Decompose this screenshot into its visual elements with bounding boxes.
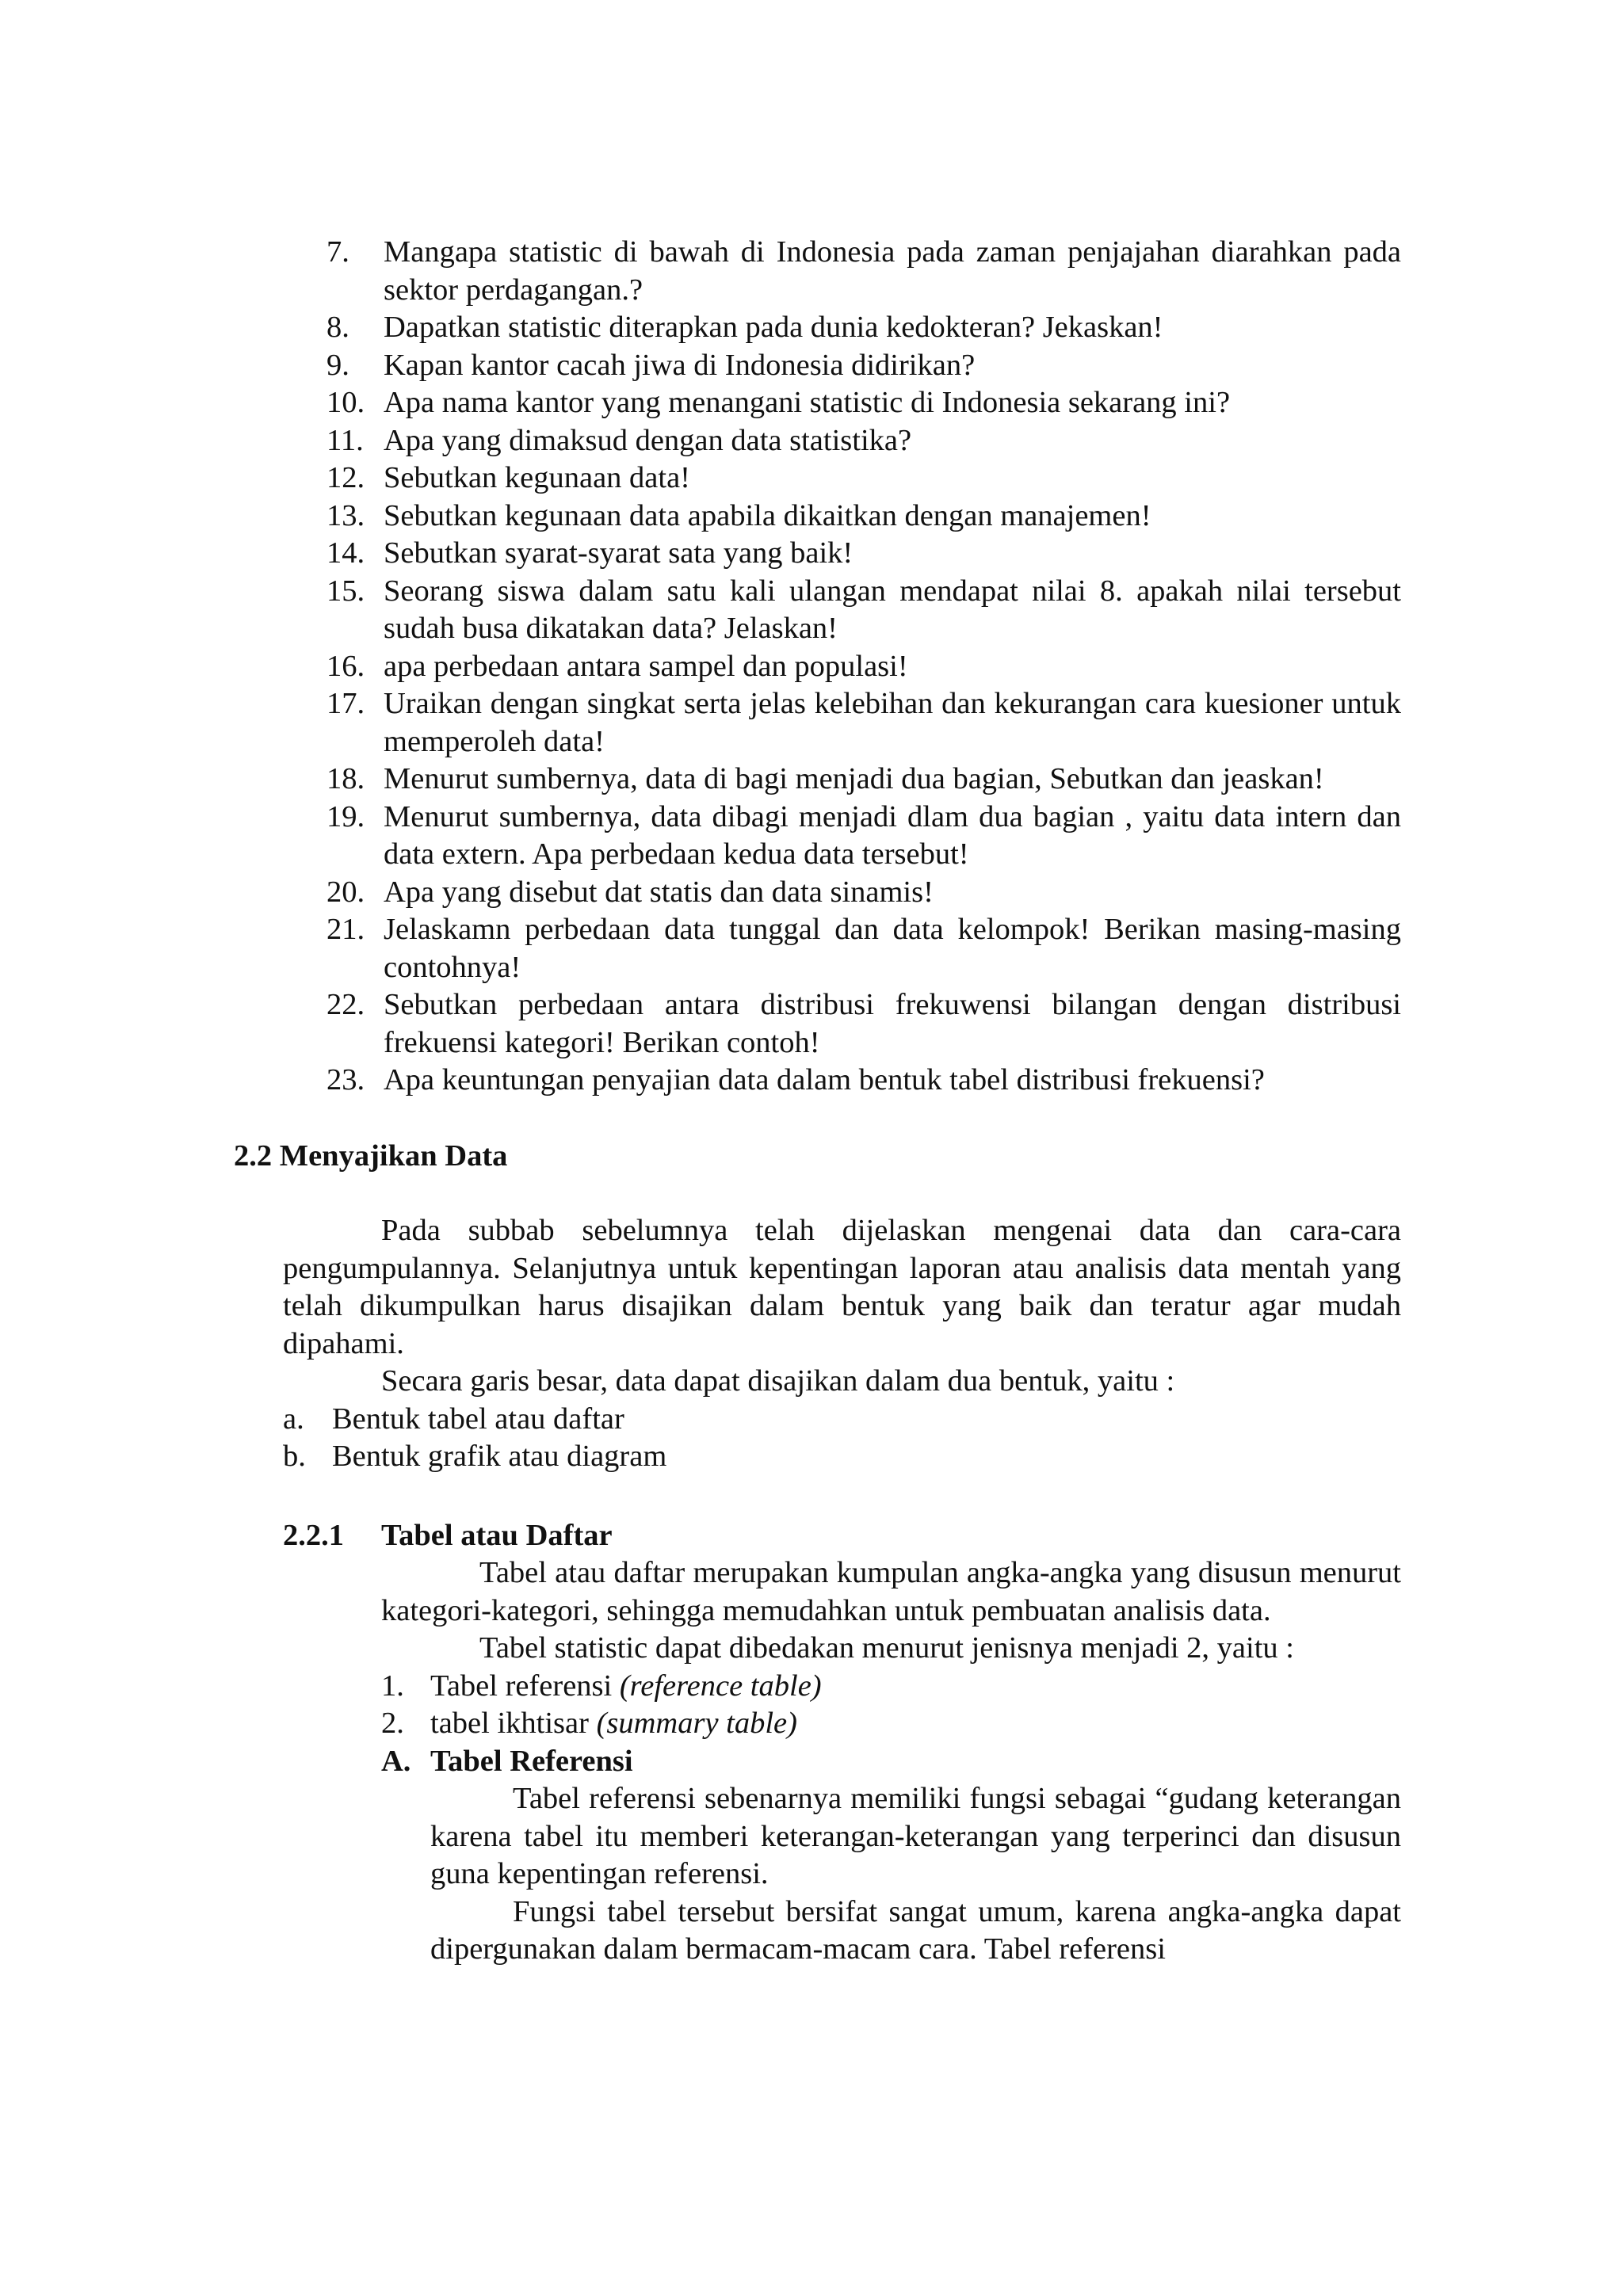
list-item bbox=[327, 234, 1401, 309]
list-number: 18. bbox=[327, 762, 365, 795]
list-number: 9. bbox=[327, 348, 349, 382]
presentation-forms-list bbox=[283, 1401, 1401, 1476]
list-number: 11. bbox=[327, 423, 364, 457]
list-number: 17. bbox=[327, 687, 365, 720]
subheading-title: Tabel Referensi bbox=[430, 1744, 633, 1778]
list-item bbox=[283, 1401, 1401, 1439]
list-item bbox=[327, 535, 1401, 573]
list-item bbox=[327, 309, 1401, 347]
list-item bbox=[327, 347, 1401, 385]
list-text-italic: (summary table) bbox=[596, 1707, 797, 1740]
paragraph: Fungsi tabel tersebut bersifat sangat umum, karena angka-angka dapat dipergunakan dalam bermacam-macam cara. Tabel referensi bbox=[430, 1894, 1401, 1966]
list-text: Tabel referensi bbox=[430, 1669, 620, 1703]
list-item bbox=[327, 648, 1401, 686]
list-text: apa perbedaan antara sampel dan populasi! bbox=[384, 649, 908, 683]
list-text: Mangapa statistic di bawah di Indonesia pada zaman penjajahan diarahkan pada sektor perdagangan.? bbox=[384, 235, 1401, 307]
list-text: Seorang siswa dalam satu kali ulangan mendapat nilai 8. apakah nilai tersebut sudah busa dikatakan data? Jelaskan! bbox=[384, 574, 1401, 645]
list-marker: 2. bbox=[381, 1707, 404, 1740]
list-number: 12. bbox=[327, 461, 365, 494]
list-item bbox=[283, 1438, 1401, 1476]
subheading-tabel-referensi bbox=[381, 1743, 1401, 1781]
subsection-body bbox=[381, 1554, 1401, 1969]
section-heading: 2.2 Menyajikan Data bbox=[234, 1139, 508, 1173]
list-text: Menurut sumbernya, data di bagi menjadi dua bagian, Sebutkan dan jeaskan! bbox=[384, 762, 1324, 795]
list-text: Apa keuntungan penyajian data dalam bentuk tabel distribusi frekuensi? bbox=[384, 1063, 1265, 1097]
list-marker: b. bbox=[283, 1440, 306, 1473]
list-item bbox=[327, 685, 1401, 761]
list-item bbox=[327, 799, 1401, 874]
list-item bbox=[327, 460, 1401, 498]
list-number: 16. bbox=[327, 649, 365, 683]
paragraph: Tabel atau daftar merupakan kumpulan angka-angka yang disusun menurut kategori-kategori, sehingga memudahkan untuk pembuatan analisis data. bbox=[381, 1556, 1401, 1627]
list-item bbox=[327, 498, 1401, 536]
list-number: 20. bbox=[327, 875, 365, 909]
list-marker: a. bbox=[283, 1402, 304, 1436]
list-number: 15. bbox=[327, 574, 365, 608]
table-types-list bbox=[381, 1668, 1401, 1743]
list-text: Bentuk grafik atau diagram bbox=[332, 1440, 667, 1473]
list-text-italic: (reference table) bbox=[619, 1669, 822, 1703]
subsection-title: Tabel atau Daftar bbox=[381, 1519, 613, 1552]
list-text: Sebutkan syarat-syarat sata yang baik! bbox=[384, 536, 854, 570]
list-number: 13. bbox=[327, 498, 365, 532]
list-text: Menurut sumbernya, data dibagi menjadi dlam dua bagian , yaitu data intern dan data extern. Apa perbedaan kedua data tersebut! bbox=[384, 799, 1401, 871]
list-number: 10. bbox=[327, 386, 365, 419]
list-number: 21. bbox=[327, 913, 365, 946]
paragraph: Secara garis besar, data dapat disajikan dalam dua bentuk, yaitu : bbox=[381, 1364, 1175, 1398]
subsection-heading bbox=[283, 1517, 613, 1555]
list-text: Apa yang dimaksud dengan data statistika? bbox=[384, 423, 912, 457]
list-item bbox=[327, 986, 1401, 1062]
question-list bbox=[327, 234, 1401, 1100]
list-item bbox=[327, 1062, 1401, 1100]
list-number: 23. bbox=[327, 1063, 365, 1097]
list-number: 19. bbox=[327, 799, 365, 833]
list-text: Dapatkan statistic diterapkan pada dunia kedokteran? Jekaskan! bbox=[384, 311, 1163, 344]
list-item bbox=[381, 1705, 1401, 1743]
list-text: Bentuk tabel atau daftar bbox=[332, 1402, 624, 1436]
subheading-marker: A. bbox=[381, 1744, 411, 1778]
list-text: Kapan kantor cacah jiwa di Indonesia didirikan? bbox=[384, 348, 976, 382]
list-item bbox=[327, 384, 1401, 422]
paragraph: Tabel referensi sebenarnya memiliki fungsi sebagai “gudang keterangan karena tabel itu memberi keterangan-keterangan yang terperinci dan disusun guna kepentingan referensi. bbox=[430, 1782, 1401, 1890]
list-text: Jelaskamn perbedaan data tunggal dan data kelompok! Berikan masing-masing contohnya! bbox=[384, 913, 1401, 984]
list-text: Uraikan dengan singkat serta jelas kelebihan dan kekurangan cara kuesioner untuk memperoleh data! bbox=[384, 687, 1401, 758]
list-item bbox=[327, 573, 1401, 648]
list-number: 7. bbox=[327, 235, 349, 269]
list-text: Sebutkan kegunaan data apabila dikaitkan dengan manajemen! bbox=[384, 498, 1151, 532]
list-item bbox=[327, 422, 1401, 460]
list-number: 14. bbox=[327, 536, 365, 570]
list-number: 8. bbox=[327, 311, 349, 344]
paragraph: Tabel statistic dapat dibedakan menurut jenisnya menjadi 2, yaitu : bbox=[479, 1631, 1294, 1665]
list-text: Apa yang disebut dat statis dan data sinamis! bbox=[384, 875, 934, 909]
list-item bbox=[327, 874, 1401, 912]
list-text: Apa nama kantor yang menangani statistic di Indonesia sekarang ini? bbox=[384, 386, 1231, 419]
section-body bbox=[283, 1212, 1401, 1476]
subsection-number: 2.2.1 bbox=[283, 1519, 344, 1552]
tabel-referensi-body bbox=[381, 1780, 1401, 1969]
list-item bbox=[327, 761, 1401, 799]
list-item bbox=[327, 911, 1401, 986]
list-text: Sebutkan perbedaan antara distribusi frekuwensi bilangan dengan distribusi frekuensi kategori! Berikan contoh! bbox=[384, 988, 1401, 1059]
list-marker: 1. bbox=[381, 1669, 404, 1703]
paragraph: Pada subbab sebelumnya telah dijelaskan mengenai data dan cara-cara pengumpulannya. Selanjutnya untuk kepentingan laporan atau analisis data mentah yang telah dikumpulkan harus disajikan dalam bentuk yang baik dan teratur agar mudah dipahami. bbox=[283, 1214, 1401, 1360]
list-text: Sebutkan kegunaan data! bbox=[384, 461, 690, 494]
list-text: tabel ikhtisar bbox=[430, 1707, 597, 1740]
list-item bbox=[381, 1668, 1401, 1706]
list-number: 22. bbox=[327, 988, 365, 1021]
